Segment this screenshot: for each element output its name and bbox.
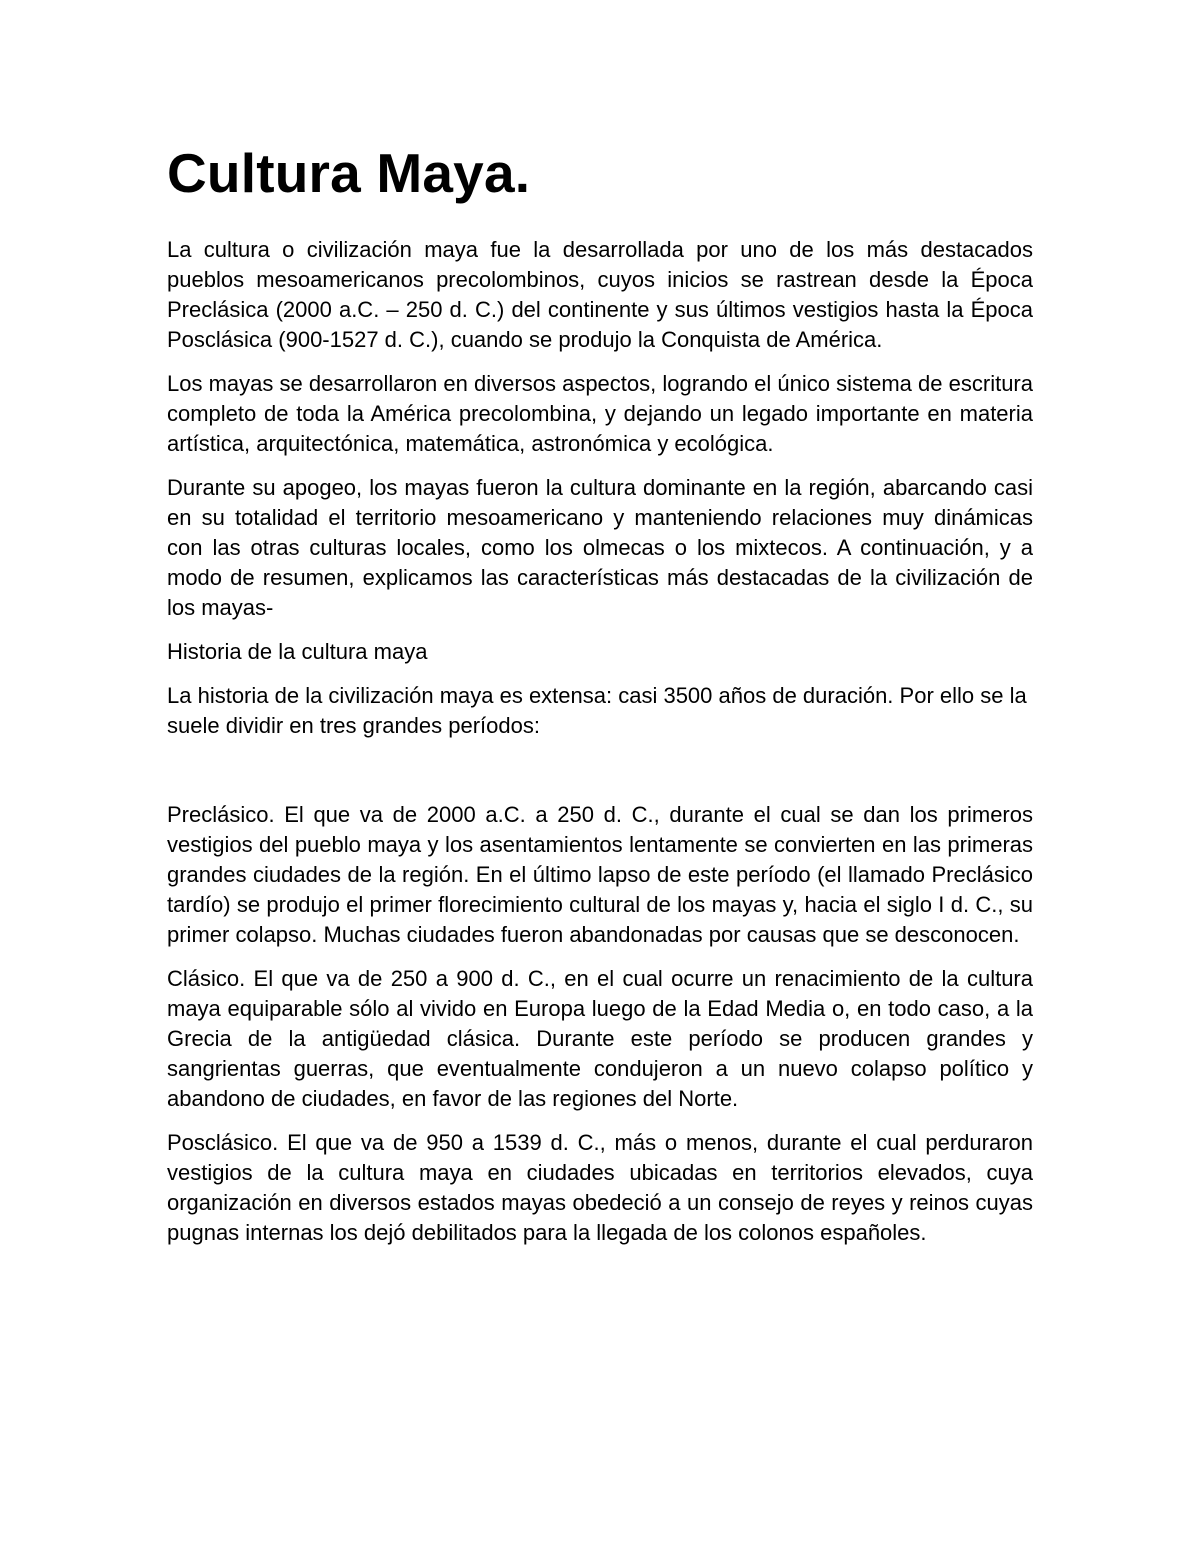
paragraph-apogee: Durante su apogeo, los mayas fueron la cultura dominante en la región, abarcando casi en su totalidad el territorio mesoamericano y manteniendo relaciones muy dinámicas con las otras culturas locales, como los olmecas o los mixtecos. A continuación, y a modo de resumen, explicamos las características más destacadas de la civilización de los mayas- (167, 475, 1033, 620)
paragraph-intro: La cultura o civilización maya fue la desarrollada por uno de los más destacados pueblos mesoamericanos precolombinos, cuyos inicios se rastrean desde la Época Preclásica (2000 a.C. – 250 d. C.) del continente y sus últimos vestigios hasta la Época Posclásica (900-1527 d. C.), cuando se produjo la Conquista de América. (167, 237, 1033, 352)
paragraph-history-intro: La historia de la civilización maya es extensa: casi 3500 años de duración. Por ello se la suele dividir en tres grandes períodos: (167, 683, 1027, 738)
paragraph-preclassic: Preclásico. El que va de 2000 a.C. a 250 d. C., durante el cual se dan los primeros vestigios del pueblo maya y los asentamientos lentamente se convierten en las primeras grandes ciudades de la región. En el último lapso de este período (el llamado Preclásico tardío) se produjo el primer florecimiento cultural de los mayas y, hacia el siglo I d. C., su primer colapso. Muchas ciudades fueron abandonadas por causas que se desconocen. (167, 802, 1033, 947)
document-title: Cultura Maya. (167, 142, 531, 204)
document-page (167, 128, 1033, 1262)
blank-spacer (167, 755, 1033, 800)
paragraph-classic: Clásico. El que va de 250 a 900 d. C., en el cual ocurre un renacimiento de la cultura maya equiparable sólo al vivido en Europa luego de la Edad Media o, en todo caso, a la Grecia de la antigüedad clásica. Durante este período se producen grandes y sangrientas guerras, que eventualmente condujeron a un nuevo colapso político y abandono de ciudades, en favor de las regiones del Norte. (167, 966, 1033, 1111)
section-heading-history: Historia de la cultura maya (167, 639, 428, 664)
paragraph-postclassic: Posclásico. El que va de 950 a 1539 d. C., más o menos, durante el cual perduraron vestigios de la cultura maya en ciudades ubicadas en territorios elevados, cuya organización en diversos estados mayas obedeció a un consejo de reyes y reinos cuyas pugnas internas los dejó debilitados para la llegada de los colonos españoles. (167, 1130, 1033, 1245)
paragraph-aspects: Los mayas se desarrollaron en diversos aspectos, logrando el único sistema de escritura completo de toda la América precolombina, y dejando un legado importante en materia artística, arquitectónica, matemática, astronómica y ecológica. (167, 371, 1033, 456)
